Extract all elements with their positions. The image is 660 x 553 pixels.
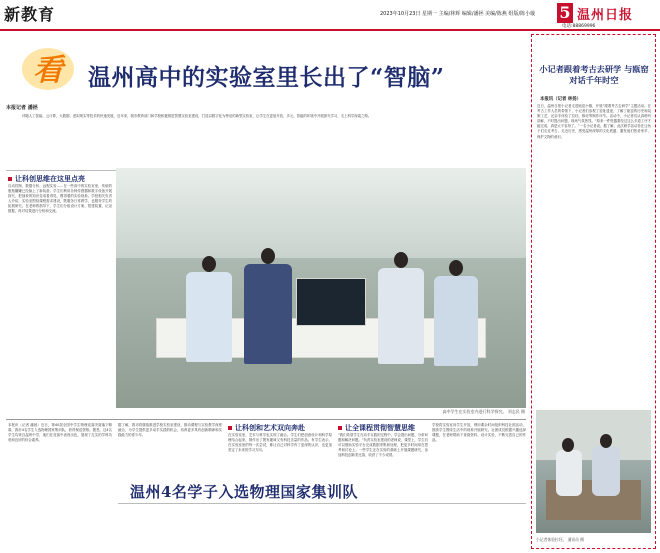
right-column-byline: 本报讯（记者 林扬）	[540, 97, 582, 102]
main-column-2: “我们希望学生在动手实践的过程中，学会提出问题、分析问题和解决问题。”负责实验室建设的老师说，课堂上，学生们可以借助实验平台完成数据采集和处理，把更多时间用在思考和讨论上。一些学生还在实验的基础上开展课题研究，参加科技创新类比赛，收获了不少成绩。	[338, 433, 428, 458]
header-rule	[0, 29, 660, 31]
main-column-3: 学校将实验室向学生开放，利用课余时间组织科技社团活动，鼓励学生围绕生活中的现象开展研究。社团成员根据兴趣选择课题，在老师帮助下查阅资料、设计实验，不断完善自己的作品。	[432, 423, 526, 443]
page-number: 5	[557, 3, 573, 23]
main-column-4: 在实验室里，艺术与科学也实现了融合。学生们把创意设计和科学原理结合起来，制作出了既有趣味又有科技含量的作品。有学生表示，在实验室里的每一次尝试，都让自己对科学有了更深的认识，也更加坚定了未来的学习方向。	[228, 433, 332, 453]
main-byline: 本报记者 潘拯	[6, 105, 38, 111]
photo-person-3	[378, 268, 424, 364]
photo-person-1-head	[202, 256, 216, 272]
right-column-body: 近日，温州日报小记者走进瓯窑小镇，开展“跟着考古去研学”主题活动。在考古工作人员的带领下，小记者们参观了窑址遗迹，了解了瓯窑的历史和烧制工艺，还亲手体验了拉坯、修坯等制作环节。活动中，小记者们认真聆听讲解，不时提出问题，现场气氛热烈。“原来一件瓷器要经过这么多道工序才能完成，真是太不容易了。”一名小记者说。据了解，此次研学活动旨在让孩子们走近考古、走近历史，感受温州深厚的文化底蕴，激发他们热爱家乡、保护文物的意识。	[537, 104, 651, 139]
newspaper-name: 温州日报	[577, 8, 634, 23]
main-story-photo[interactable]	[116, 168, 526, 408]
photo-monitor	[296, 278, 366, 326]
right-column-photo[interactable]	[536, 410, 651, 533]
subhead-2: 让全课程贯彻智慧思维	[338, 423, 415, 433]
photo-person-4-head	[449, 260, 463, 276]
story2-headline-rule	[118, 503, 526, 504]
right-photo-caption: 小记者体验拉坯。 通讯员 摄	[536, 537, 584, 542]
right-photo-head-1	[562, 438, 574, 452]
contact-phone: 电话:88869996	[562, 24, 596, 29]
main-column-5: 据了解，我市将继续推进学校实验室建设，推动课程与实验教学深度融合，为学生提供更多动手实践的机会，培养更多具有创新精神和实践能力的青少年。	[118, 423, 222, 438]
photo-person-3-head	[394, 252, 408, 268]
right-photo-person-2	[592, 446, 620, 496]
subhead-3: 让科创和艺术双向奔赴	[228, 423, 305, 433]
photo-person-4	[434, 276, 478, 366]
story2-divider	[6, 419, 526, 420]
photo-caption: 高中学生在实验室内进行科学探究。 刘志民 摄	[442, 409, 525, 414]
photo-lab-wall	[116, 168, 526, 258]
right-column-headline[interactable]: 小记者跟着考古去研学 与瓯窑对话千年时空	[539, 64, 649, 85]
main-lead-paragraph: 伴随人工智能、云计算、大数据、虚拟现实等技术的快速发展，近年来，我市教育部门和学校积极推进智慧实验室建设，打造以数字化为特征的新型实验室，让学生在更加开放、多元、智能的环境中开展探究学习，走上科学探索之路。	[22, 114, 372, 118]
photo-person-2-head	[261, 248, 275, 264]
issue-date-and-editors: 2023年10月23日 星期一 主编/林辉 编辑/潘拯 美编/陈燕 组版/陈小璇	[380, 11, 536, 17]
photo-person-2	[244, 264, 292, 364]
section-title: 新教育	[4, 5, 56, 24]
right-photo-head-2	[600, 434, 612, 448]
right-photo-person-1	[556, 450, 582, 496]
subhead-1: 让科创思维在这里点亮	[8, 174, 85, 184]
bullet-square-icon	[228, 426, 232, 430]
kicker-text: 看	[33, 53, 63, 88]
bullet-square-icon	[8, 177, 12, 181]
story2-headline[interactable]: 温州4名学子入选物理国家集训队	[130, 483, 358, 501]
story2-body-col1: 本报讯（记者 潘拯）近日，第40届全国中学生物理竞赛决赛落下帷幕，我市4名学生入选物理国家集训队，获得保送资格。据悉，这4名学生均来自温州中学，他们在竞赛中表现出色，展现了扎实的学科功底和良好的综合素养。	[8, 423, 112, 443]
main-column-1: 自动控制、数据分析、远程实验……在一些高中的实验室里，传统的瓶瓶罐罐已经换上了新装备。学生们利用各种传感器和数字设备开展探究，把抽象的知识变成看得见、摸得着的实验现象。学校相关负责人介绍，实验室围绕课程需求建设，既服务日常教学，也服务学生的拓展研究。在老师的指导下，学生们分组设计方案、搭建装置、记录数据，再对结果进行分析和交流。	[8, 184, 112, 214]
bullet-square-icon	[338, 426, 342, 430]
photo-person-1	[186, 272, 232, 362]
main-headline[interactable]: 温州高中的实验室里长出了“智脑”	[88, 64, 445, 91]
